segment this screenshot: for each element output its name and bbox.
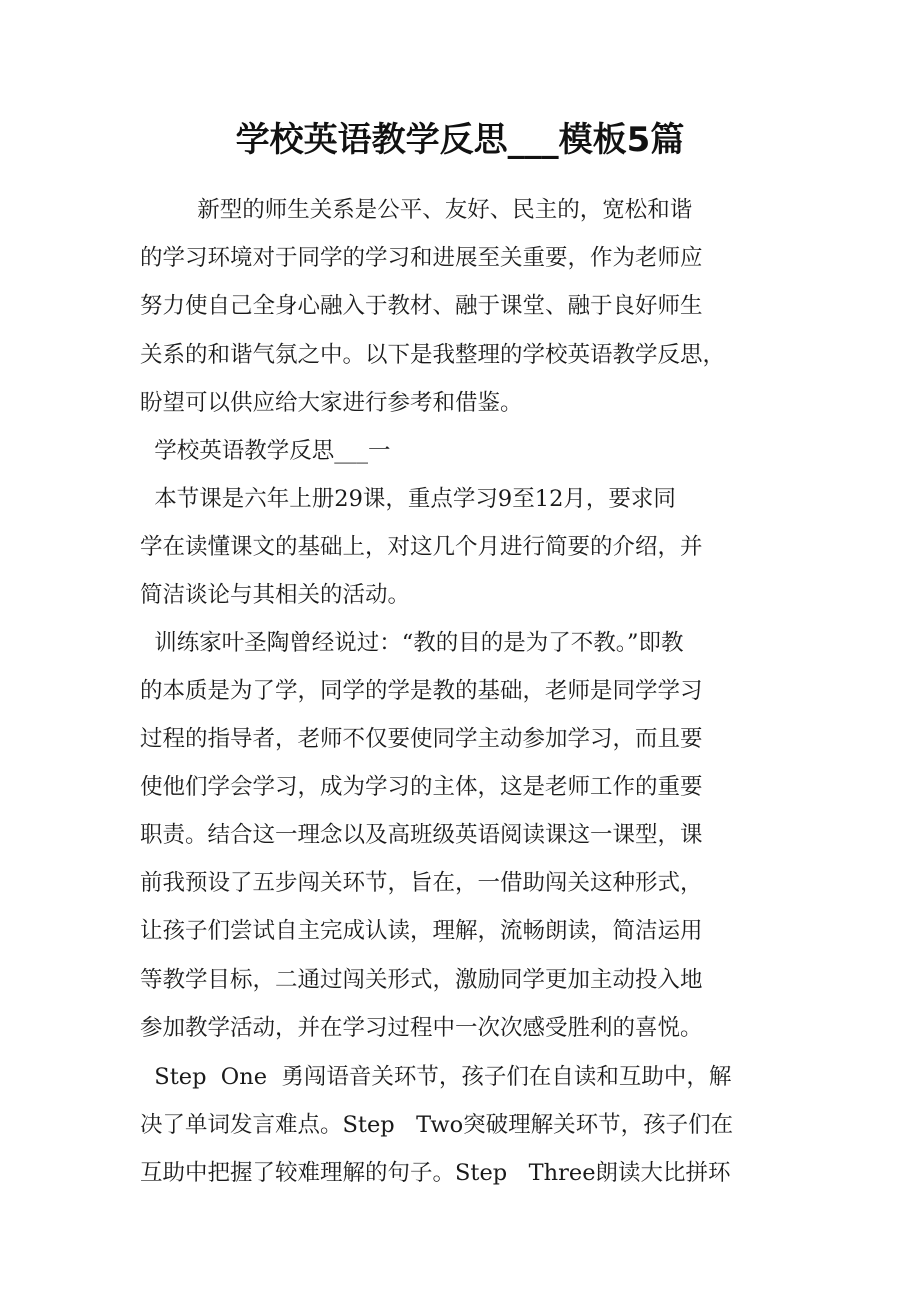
paragraph-line: 使他们学会学习，成为学习的主体，这是老师工作的重要	[140, 774, 703, 800]
paragraph-line: 简洁谈论与其相关的活动。	[140, 582, 411, 608]
paragraph-line: 努力使自己全身心融入于教材、融于课堂、融于良好师生	[140, 293, 703, 319]
paragraph-line: 的本质是为了学，同学的学是教的基础，老师是同学学习	[140, 678, 703, 704]
paragraph-line: 盼望可以供应给大家进行参考和借鉴。	[140, 390, 523, 416]
document-title: 学校英语教学反思___模板5篇	[235, 120, 685, 160]
paragraph-line: 参加教学活动，并在学习过程中一次次感受胜利的喜悦。	[140, 1015, 703, 1041]
paragraph-line: 职责。结合这一理念以及高班级英语阅读课这一课型，课	[140, 822, 703, 848]
paragraph-line: 让孩子们尝试自主完成认读，理解，流畅朗读，简洁运用	[140, 918, 703, 944]
paragraph-line: 前我预设了五步闯关环节，旨在，一借助闯关这种形式，	[140, 870, 703, 896]
paragraph-line: 决了单词发言难点。Step Two突破理解关环节，孩子们在	[140, 1112, 734, 1138]
paragraph-line: 训练家叶圣陶曾经说过：“教的目的是为了不教。”即教	[140, 630, 684, 656]
paragraph-line: 关系的和谐气氛之中。以下是我整理的学校英语教学反思，	[140, 342, 726, 368]
paragraph-line: 的学习环境对于同学的学习和进展至关重要，作为老师应	[140, 245, 703, 271]
paragraph-line: 过程的指导者，老师不仅要使同学主动参加学习，而且要	[140, 726, 703, 752]
paragraph-line: 学在读懂课文的基础上，对这几个月进行简要的介绍，并	[140, 534, 703, 560]
paragraph-line: 本节课是六年上册29课，重点学习9至12月，要求同	[140, 486, 676, 512]
paragraph-line: 新型的师生关系是公平、友好、民主的，宽松和谐	[140, 197, 693, 223]
section-heading: 学校英语教学反思___一	[140, 438, 391, 464]
paragraph-line: 等教学目标，二通过闯关形式，激励同学更加主动投入地	[140, 967, 703, 993]
paragraph-line: Step One 勇闯语音关环节，孩子们在自读和互助中，解	[140, 1064, 732, 1090]
paragraph-line: 互助中把握了较难理解的句子。Step Three朗读大比拼环	[140, 1160, 731, 1186]
